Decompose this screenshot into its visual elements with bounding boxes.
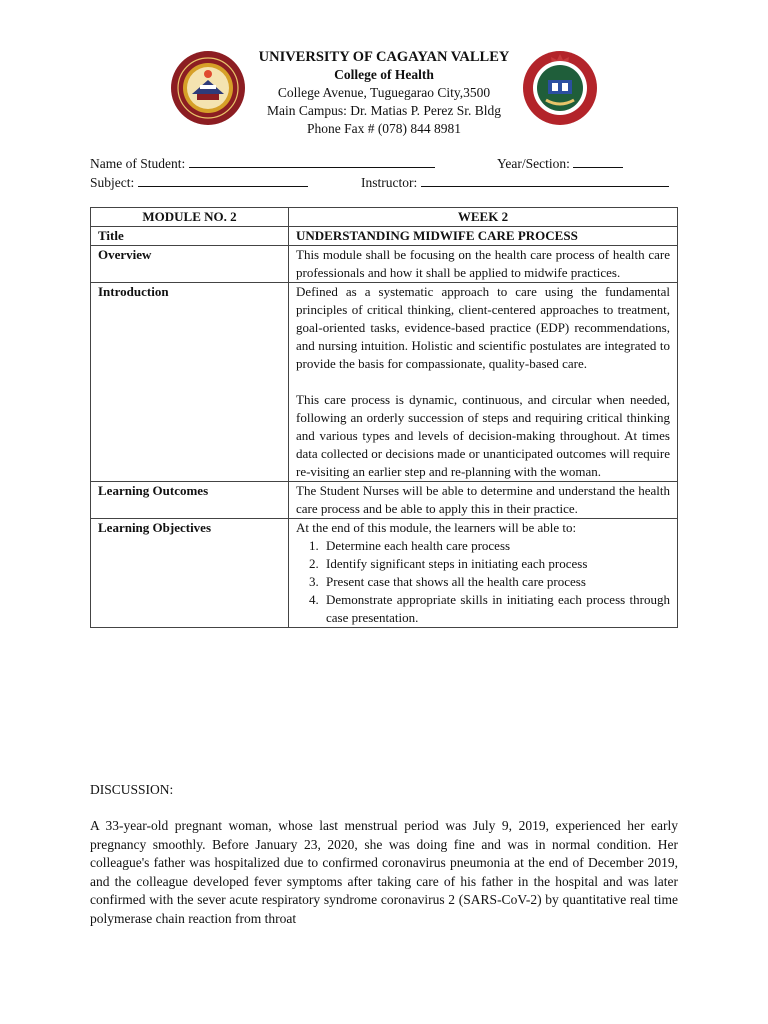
instructor-field[interactable] (361, 173, 669, 191)
introduction-text (289, 283, 678, 482)
name-blank[interactable] (189, 154, 435, 168)
objectives-cell (289, 519, 678, 628)
college-of-health-seal-icon (522, 50, 598, 126)
introduction-label: Introduction (91, 283, 289, 482)
discussion-body: A 33-year-old pregnant woman, whose last menstrual period was July 9, 2019, experienced her early pregnancy smoothly. Before January 23, 2020, she was doing fine and was in normal condition. Her colleague's father was hospitalized due to confirmed coronavirus pneumonia at the end of December 2019, and the colleague developed fever symptoms after taking care of his father in the hospital and was later confirmed with the sever acute respiratory syndrome coronavirus 2 (SARS-CoV-2) by quantitative real time polymerase chain reaction from throat (90, 818, 678, 926)
subject-field[interactable] (90, 173, 308, 191)
year-label: Year/Section: (497, 156, 570, 171)
instructor-label: Instructor: (361, 175, 418, 190)
overview-label: Overview (91, 246, 289, 283)
list-item: 2. Identify significant steps in initiating each process (322, 555, 670, 573)
module-title: UNDERSTANDING MIDWIFE CARE PROCESS (289, 227, 678, 246)
table-row (91, 227, 678, 246)
instructor-blank[interactable] (421, 173, 669, 187)
subject-label: Subject: (90, 175, 135, 190)
overview-text: This module shall be focusing on the health care process of health care professionals and how it shall be applied to midwife practices. (289, 246, 678, 283)
objectives-list (296, 537, 670, 627)
table-row (91, 482, 678, 519)
list-item: 3. Present case that shows all the health care process (322, 573, 670, 591)
introduction-paragraph: This care process is dynamic, continuous, and circular when needed, following an orderly succession of steps and requiring critical thinking and various types and levels of decision-making throughout. At times data collected or decisions made or unanticipated outcomes will require re-visiting an earlier step and re-planning with the woman. (296, 392, 670, 479)
table-row (91, 246, 678, 283)
university-name: UNIVERSITY OF CAGAYAN VALLEY (258, 49, 510, 65)
week-number: WEEK 2 (289, 208, 678, 227)
year-section-field[interactable] (497, 154, 623, 172)
table-row (91, 519, 678, 628)
objectives-intro: At the end of this module, the learners will be able to: (296, 520, 577, 535)
outcomes-label: Learning Outcomes (91, 482, 289, 519)
table-row (91, 208, 678, 227)
student-name-field[interactable] (90, 154, 435, 172)
year-blank[interactable] (573, 154, 623, 168)
letterhead (220, 48, 548, 138)
list-item: 4. Demonstrate appropriate skills in initiating each process through case presentation. (322, 591, 670, 627)
module-table (90, 207, 678, 628)
campus: Main Campus: Dr. Matias P. Perez Sr. Bldg (267, 103, 501, 118)
table-row (91, 283, 678, 482)
name-label: Name of Student: (90, 156, 186, 171)
phone: Phone Fax # (078) 844 8981 (306, 121, 462, 136)
list-item: 1. Determine each health care process (322, 537, 670, 555)
outcomes-text: The Student Nurses will be able to determine and understand the health care process and be able to apply this in their practice. (289, 482, 678, 519)
objectives-label: Learning Objectives (91, 519, 289, 628)
college-name: College of Health (334, 67, 434, 82)
title-label: Title (91, 227, 289, 246)
module-number: MODULE NO. 2 (91, 208, 289, 227)
address: College Avenue, Tuguegarao City,3500 (277, 85, 491, 100)
discussion-heading: DISCUSSION: (90, 782, 174, 797)
introduction-paragraph: Defined as a systematic approach to care using the fundamental principles of critical thinking, client-centered approaches to treatment, goal-oriented tasks, evidence-based practice (EDP) recommendations, and nursing intuition. Holistic and scientific postulates are integrated to provide the basis for compassionate, quality-based care. (296, 284, 670, 371)
subject-blank[interactable] (138, 173, 308, 187)
